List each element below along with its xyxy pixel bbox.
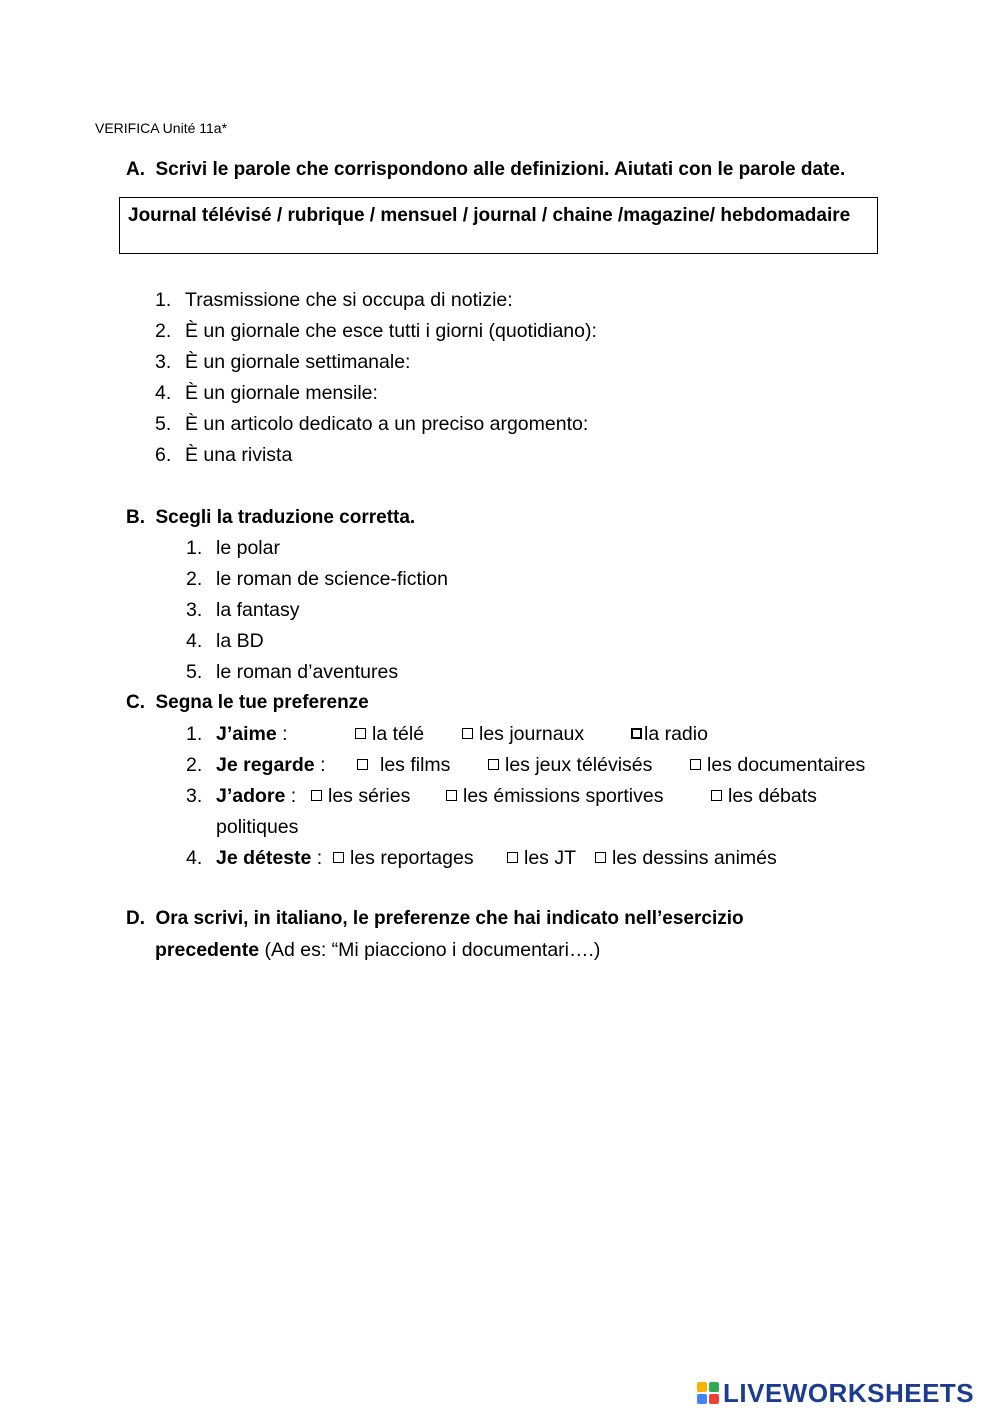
section-c-letter: C. — [126, 692, 145, 713]
logo-text: LIVEWORKSHEETS — [723, 1377, 975, 1408]
section-b-heading — [126, 507, 415, 529]
checkbox[interactable] — [488, 759, 499, 770]
preference-option[interactable]: les séries — [311, 785, 410, 808]
section-c-heading — [126, 692, 369, 714]
checkbox[interactable] — [690, 759, 701, 770]
section-b-item-2: 2. le roman de science-fiction — [186, 568, 448, 590]
section-d-letter: D. — [126, 908, 145, 929]
section-a-item-4: 4. È un giornale mensile: — [155, 382, 378, 404]
checkbox[interactable] — [711, 790, 722, 801]
option-continuation: politiques — [216, 816, 299, 838]
section-d-title-line2: precedente (Ad es: “Mi piacciono i documentari….) — [155, 939, 601, 961]
checkbox[interactable] — [507, 852, 518, 863]
section-b-title: Scegli la traduzione corretta. — [155, 507, 416, 528]
section-d-heading — [126, 908, 744, 930]
preference-option[interactable]: les reportages — [333, 847, 474, 870]
word-bank-box: Journal télévisé / rubrique / mensuel / journal / chaine /magazine/ hebdomadaire — [119, 197, 878, 254]
section-c-item-1: 1. J’aime : — [186, 723, 288, 745]
section-c-item-4: 4. Je déteste : — [186, 847, 323, 869]
section-a-heading — [126, 159, 845, 181]
checkbox[interactable] — [446, 790, 457, 801]
checkbox[interactable] — [631, 728, 642, 739]
preference-verb: Je déteste — [216, 847, 312, 869]
preference-option[interactable]: la radio — [631, 723, 708, 746]
preference-option[interactable]: les documentaires — [690, 754, 865, 777]
preference-option[interactable]: les films — [357, 754, 450, 777]
preference-verb: J’aime — [216, 723, 277, 745]
section-b-item-4: 4. la BD — [186, 630, 264, 652]
section-a-item-1: 1. Trasmissione che si occupa di notizie: — [155, 289, 513, 311]
section-c-item-3: 3. J’adore : — [186, 785, 297, 807]
preference-option[interactable]: les dessins animés — [595, 847, 777, 870]
liveworksheets-logo — [697, 1378, 974, 1408]
section-b-letter: B. — [126, 507, 145, 528]
section-a-item-3: 3. È un giornale settimanale: — [155, 351, 411, 373]
section-b-item-1: 1. le polar — [186, 537, 280, 559]
section-a-letter: A. — [126, 159, 145, 180]
section-a-item-6: 6. È una rivista — [155, 444, 293, 466]
checkbox[interactable] — [355, 728, 366, 739]
preference-option[interactable]: la télé — [355, 723, 424, 746]
logo-grid-icon — [697, 1382, 719, 1404]
checkbox[interactable] — [357, 759, 368, 770]
checkbox[interactable] — [311, 790, 322, 801]
checkbox[interactable] — [462, 728, 473, 739]
checkbox[interactable] — [333, 852, 344, 863]
section-a-item-2: 2. È un giornale che esce tutti i giorni (quotidiano): — [155, 320, 597, 342]
section-b-item-3: 3. la fantasy — [186, 599, 300, 621]
preference-option[interactable]: les jeux télévisés — [488, 754, 652, 777]
preference-verb: Je regarde — [216, 754, 315, 776]
section-c-title: Segna le tue preferenze — [155, 692, 369, 713]
preference-option[interactable]: les journaux — [462, 723, 584, 746]
section-a-item-5: 5. È un articolo dedicato a un preciso argomento: — [155, 413, 589, 435]
section-c-item-2: 2. Je regarde : — [186, 754, 326, 776]
preference-verb: J’adore — [216, 785, 286, 807]
section-a-title: Scrivi le parole che corrispondono alle definizioni. Aiutati con le parole date. — [155, 159, 846, 180]
page-header-title: VERIFICA Unité 11a* — [95, 120, 228, 136]
preference-option[interactable]: les débats — [711, 785, 817, 808]
section-d-title-line1: Ora scrivi, in italiano, le preferenze che hai indicato nell’esercizio — [155, 908, 744, 929]
checkbox[interactable] — [595, 852, 606, 863]
preference-option[interactable]: les émissions sportives — [446, 785, 663, 808]
section-b-item-5: 5. le roman d’aventures — [186, 661, 399, 683]
preference-option[interactable]: les JT — [507, 847, 576, 870]
